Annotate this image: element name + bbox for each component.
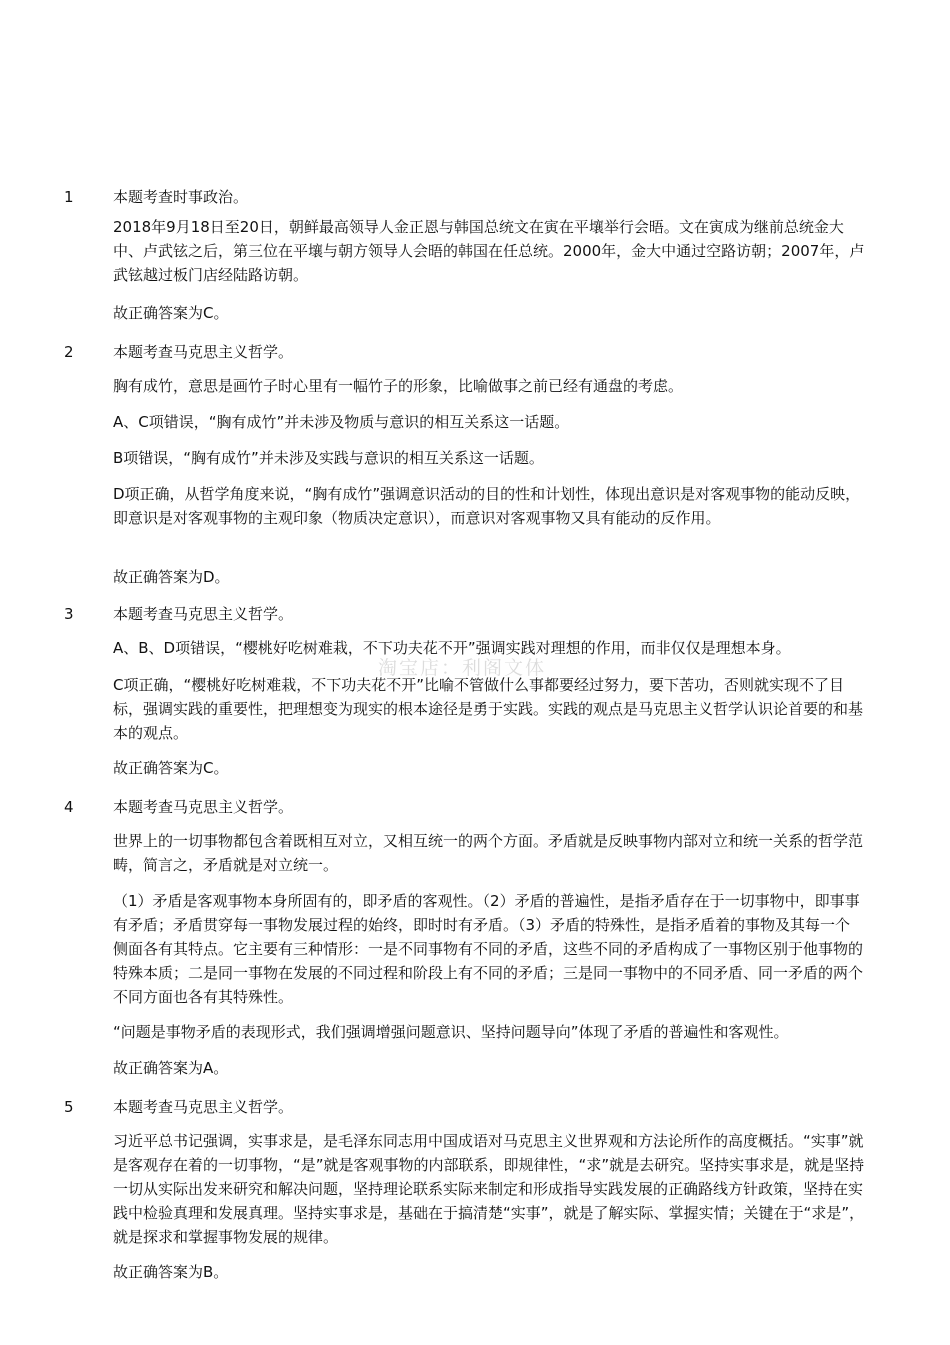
item-number: 4 <box>64 798 74 816</box>
item-answer: 故正确答案为C。 <box>113 304 229 322</box>
item-explanation: A、B、D项错误，“樱桃好吃树难栽，不下功夫花不开”强调实践对理想的作用，而非仅仅是理想本身。 <box>113 639 791 657</box>
item-explanation: D项正确，从哲学角度来说，“胸有成竹”强调意识活动的目的性和计划性，体现出意识是对客观事物的能动反映，即意识是对客观事物的主观印象（物质决定意识），而意识对客观事物又具有能动的反作用。 <box>113 485 861 527</box>
item-explanation: A、C项错误，“胸有成竹”并未涉及物质与意识的相互关系这一话题。 <box>113 413 570 431</box>
item-answer: 故正确答案为A。 <box>113 1059 229 1077</box>
item-answer: 故正确答案为D。 <box>113 568 230 586</box>
item-topic: 本题考查时事政治。 <box>113 188 249 206</box>
item-explanation: 2018年9月18日至20日，朝鲜最高领导人金正恩与韩国总统文在寅在平壤举行会晤。文在寅成为继前总统金大中、卢武铉之后，第三位在平壤与朝方领导人会晤的韩国在任总统。2000年，金大中通过空路访朝；2007年，卢武铉越过板门店经陆路访朝。 <box>113 218 865 284</box>
item-topic: 本题考查马克思主义哲学。 <box>113 798 294 816</box>
item-explanation: C项正确，“樱桃好吃树难栽，不下功夫花不开”比喻不管做什么事都要经过努力，要下苦功，否则就实现不了目标，强调实践的重要性，把理想变为现实的根本途径是勇于实践。实践的观点是马克思主义哲学认识论首要的和基本的观点。 <box>113 676 864 742</box>
item-number: 1 <box>64 188 74 206</box>
item-topic: 本题考查马克思主义哲学。 <box>113 605 294 623</box>
item-explanation: 世界上的一切事物都包含着既相互对立，又相互统一的两个方面。矛盾就是反映事物内部对立和统一关系的哲学范畴，简言之，矛盾就是对立统一。 <box>113 832 864 874</box>
item-explanation: “问题是事物矛盾的表现形式，我们强调增强问题意识、坚持问题导向”体现了矛盾的普遍性和客观性。 <box>113 1023 789 1041</box>
item-explanation: 习近平总书记强调，实事求是，是毛泽东同志用中国成语对马克思主义世界观和方法论所作的高度概括。“实事”就是客观存在着的一切事物，“是”就是客观事物的内部联系，即规律性，“求”就是去研究。坚持实事求是，就是坚持一切从实际出发来研究和解决问题，坚持理论联系实际来制定和形成指导实践发展的正确路线方针政策，坚持在实践中检验真理和发展真理。坚持实事求是，基础在于搞清楚“实事”，就是了解实际、掌握实情；关键在于“求是”，就是探求和掌握事物发展的规律。 <box>113 1132 865 1246</box>
item-explanation: 胸有成竹，意思是画竹子时心里有一幅竹子的形象，比喻做事之前已经有通盘的考虑。 <box>113 377 684 395</box>
item-number: 2 <box>64 343 74 361</box>
item-explanation: （1）矛盾是客观事物本身所固有的，即矛盾的客观性。（2）矛盾的普遍性，是指矛盾存在于一切事物中，即事事有矛盾；矛盾贯穿每一事物发展过程的始终，即时时有矛盾。（3）矛盾的特殊性，是指矛盾着的事物及其每一个侧面各有其特点。它主要有三种情形：一是不同事物有不同的矛盾，这些不同的矛盾构成了一事物区别于他事物的特殊本质；二是同一事物在发展的不同过程和阶段上有不同的矛盾；三是同一事物中的不同矛盾、同一矛盾的两个不同方面也各有其特殊性。 <box>113 892 864 1006</box>
item-answer: 故正确答案为C。 <box>113 759 229 777</box>
item-number: 3 <box>64 605 74 623</box>
item-number: 5 <box>64 1098 74 1116</box>
item-explanation: B项错误，“胸有成竹”并未涉及实践与意识的相互关系这一话题。 <box>113 449 544 467</box>
item-topic: 本题考查马克思主义哲学。 <box>113 343 294 361</box>
item-answer: 故正确答案为B。 <box>113 1263 229 1281</box>
item-topic: 本题考查马克思主义哲学。 <box>113 1098 294 1116</box>
watermark-text: 淘宝店：利阁文体 <box>378 657 547 679</box>
